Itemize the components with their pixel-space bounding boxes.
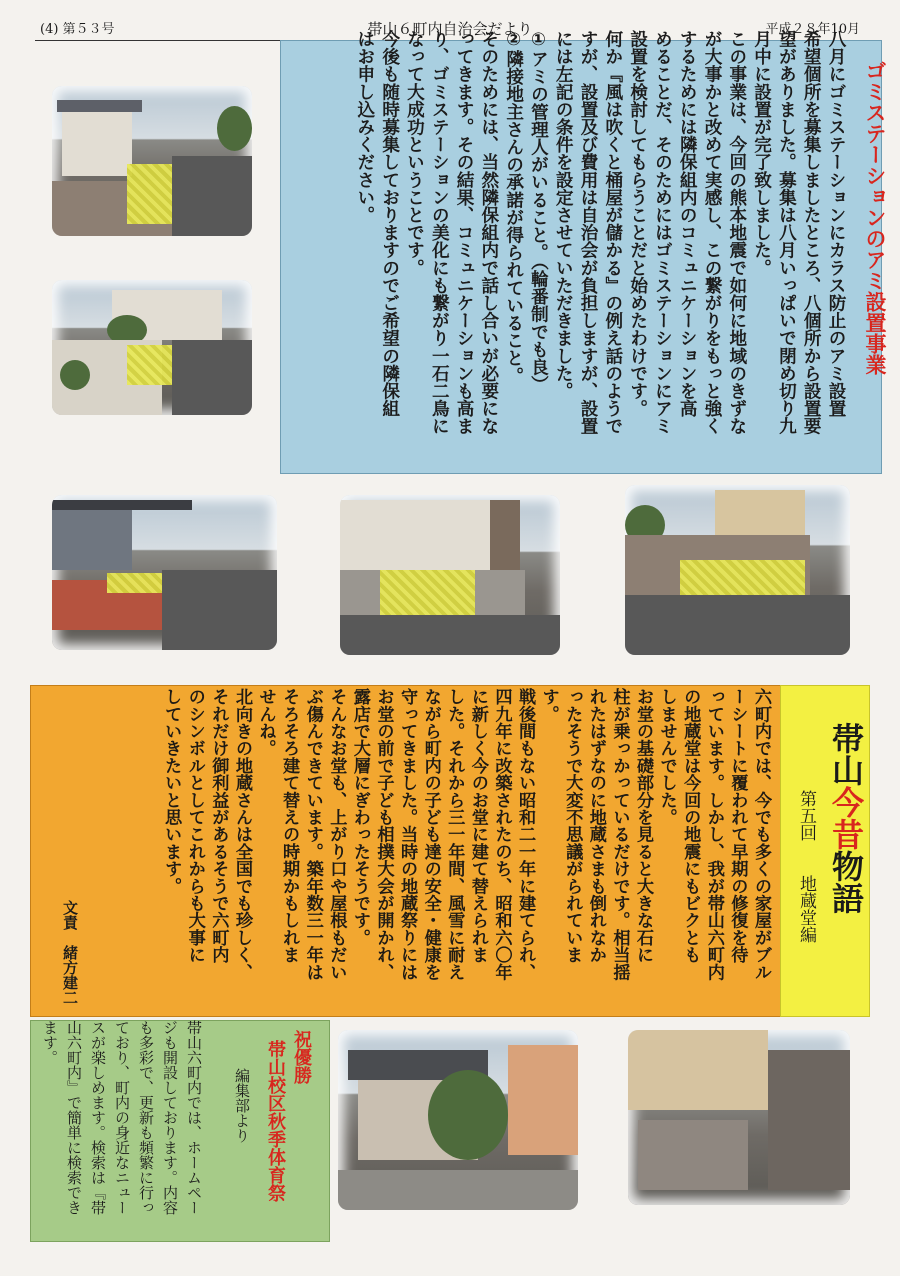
jizo-article-body: 六町内では、今でも多くの家屋がブル ーシートに覆われて早期の修復を待 っています。しかし、我が帯山六町内 の地蔵堂は今回の地震にもビクとも しませんでした。 お堂の基礎部分を見ると大きな石に 柱が乗っかっているだけです。相当揺 れたはずなのに地蔵さまも倒れなか ったそうで大変不思議がられていま す。 戦後間もない昭和二一年に建てられ、 四九年に改築されたのち、昭和六〇年 に新しく今のお堂に建て替えられま した。それから三一年間、風雪に耐え ながら町内の子ども達の安全・健康を 守ってきました。当時の地蔵祭りには お堂の前で子ども相撲大会が開かれ、 露店で大層にぎわったそうです。 そんなお堂も、上がり口や屋根もだい ぶ傷んできています。築年数三一年は そろそろ建て替えの時期かもしれま せんね。 北向きの地蔵さんは全国でも珍しく、 それだけ御利益があるそうで六町内 のシンボルとしてこれからも大事に していきたいと思います。 — [161, 688, 771, 981]
photo-garbage-station-1 — [52, 86, 252, 236]
notice-heading-victory: 祝優勝 — [291, 1030, 312, 1084]
series-episode: 第五回 — [796, 790, 816, 841]
page-number: (4) 第５３号 — [40, 22, 115, 37]
series-title: 帯山今昔物語 — [827, 722, 865, 914]
series-subtitle: 地蔵堂編 — [796, 875, 816, 943]
photo-garbage-station-4 — [340, 495, 560, 655]
jizo-author: 文責 緒方建二 — [61, 900, 79, 1005]
notice-from: 編集部より — [233, 1068, 251, 1143]
photo-garbage-station-3 — [52, 495, 277, 650]
photo-jizo-hall — [338, 1030, 578, 1210]
article-title: ゴミステーションのアミ設置事業 — [863, 60, 887, 375]
newsletter-title: 帯山６町内自治会だより — [367, 20, 533, 38]
photo-jizo-foundation — [628, 1030, 850, 1205]
article-body: 八月にゴミステーションにカラス防止のアミ設置 希望個所を募集しましたところ、八個所から設置要 望がありました。募集は八月いっぱいで閉め切り九 月中に設置が完了致しました。 この事業は、今回の熊本地震で如何に地域のきずな が大事かと改めて実感し、この繋がりをもっと強く するためには隣保組内のコミュニケーションを高 めることだ、そのためにはゴミステーションにアミ 設置を検討してもらうことだと始めたわけです。 何か『風は吹くと桶屋が儲かる』の例え話のようで すが、設置及び費用は自治会が負担しますが、設置 には左記の条件を設定させていただきました。 ①アミの管理人がいること。（輪番制でも良） ②隣接地主さんの承諾が得られていること。 そのためには、当然隣保組内で話し合いが必要にな ってきます。その結果、コミュニケーションも高ま り、ゴミステーションの美化にも繋がり一石二鳥に なって大成功ということです。 今後も随時募集しておりますのでご希望の隣保組 はお申し込みください。 — [354, 30, 846, 435]
issue-date: 平成２８年10月 — [765, 22, 860, 37]
photo-garbage-station-5 — [625, 485, 850, 655]
photo-garbage-station-2 — [52, 280, 252, 415]
notice-body: 帯山六町内では、ホームペー ジも開設しております。内容 も多彩で、更新も頻繁に行っ ており、町内の身近なニュー スが楽しめます。検索は『帯 山六町内』で簡単に検索でき ます。 — [41, 1020, 203, 1215]
notice-heading-sports: 帯山校区秋季体育祭 — [265, 1040, 286, 1202]
